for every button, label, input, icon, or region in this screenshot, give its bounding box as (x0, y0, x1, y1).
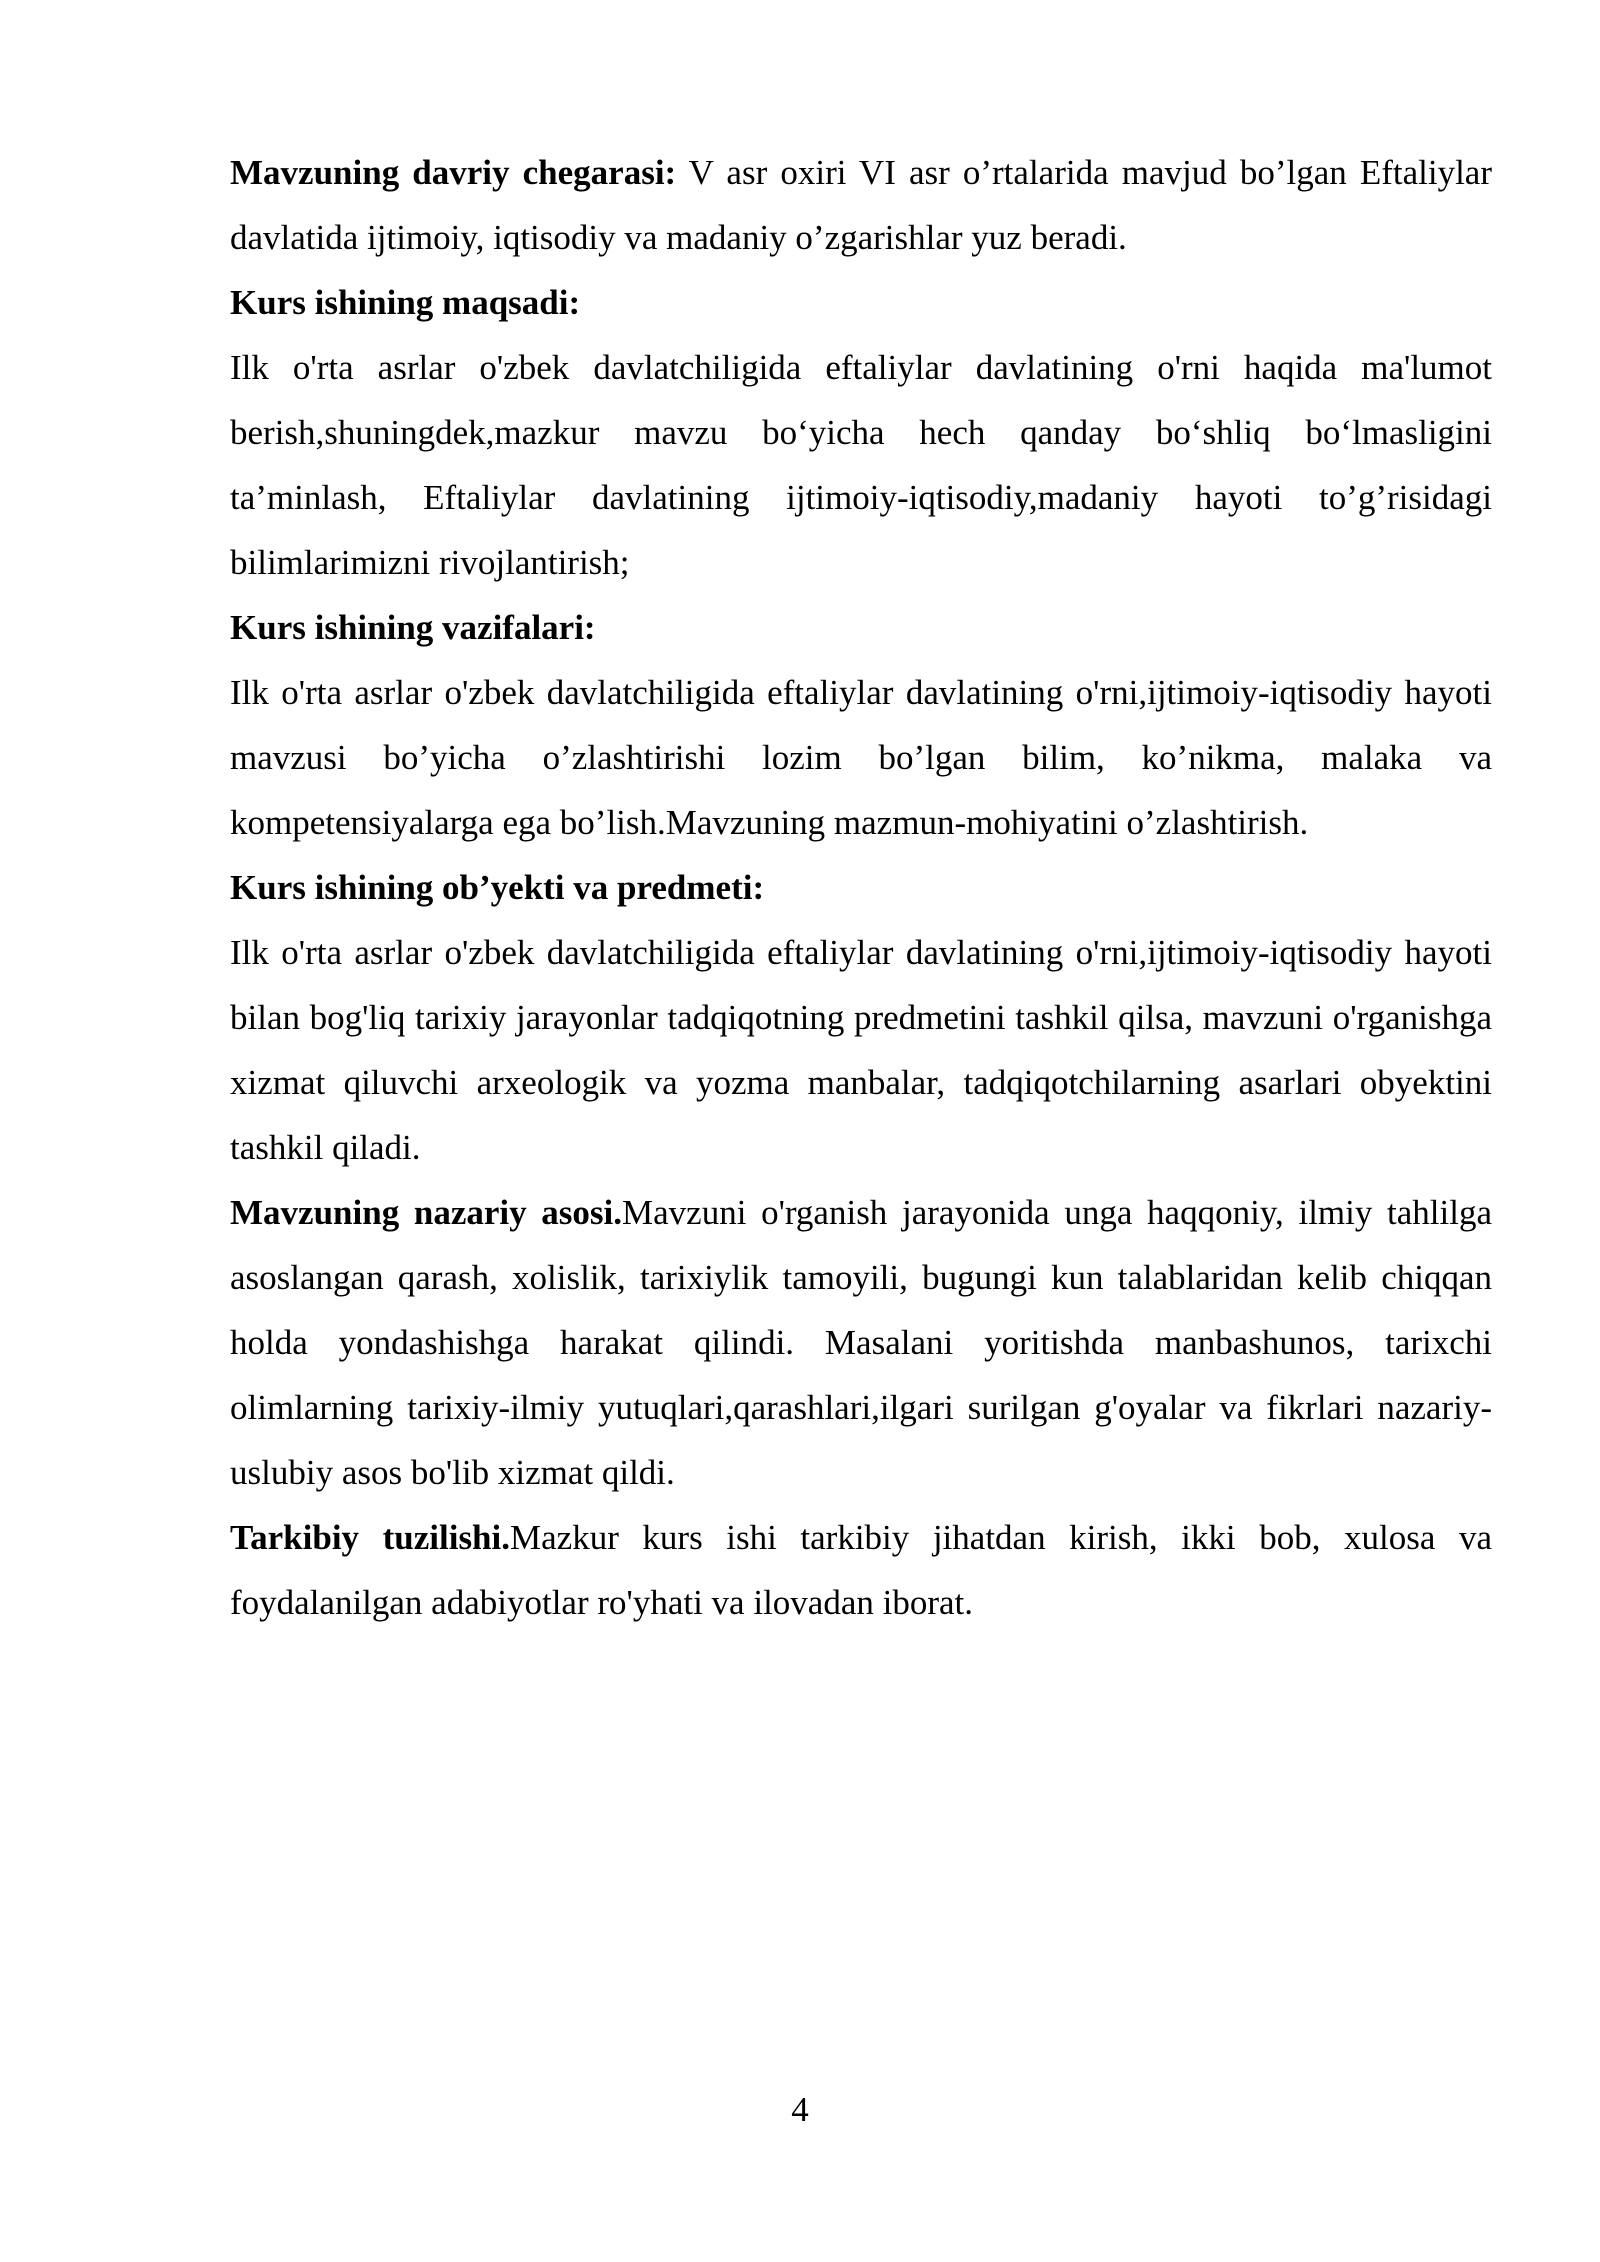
goal-paragraph: Ilk o'rta asrlar o'zbek davlatchiligida eftaliylar davlatining o'rni haqida ma'lumot berish,shuningdek,mazkur mavzu bo‘yicha hech qanday bo‘shliq bo‘lmasligini ta’minlash, Eftaliylar davlatining ijtimoiy-iqtisodiy,madaniy hayoti to’g’risidagi bilimlarimizni rivojlantirish; (230, 348, 1492, 582)
goal-heading: Kurs ishining maqsadi: (230, 283, 581, 322)
tasks-paragraph: Ilk o'rta asrlar o'zbek davlatchiligida eftaliylar davlatining o'rni,ijtimoiy-iqtisodiy hayoti mavzusi bo’yicha o’zlashtirishi lozim bo’lgan bilim, ko’nikma, malaka va kompetensiyalarga ega bo’lish.Mavzuning mazmun-mohiyatini o’zlashtirish. (230, 673, 1492, 842)
tasks-heading: Kurs ishining vazifalari: (230, 608, 596, 647)
period-label: Mavzuning davriy chegarasi: (230, 153, 677, 192)
structure-label: Tarkibiy tuzilishi. (230, 1518, 511, 1557)
theory-paragraph (230, 1180, 1492, 1505)
page-number: 4 (791, 2090, 809, 2129)
structure-text: Mazkur kurs ishi tarkibiy jihatdan kirish, ikki bob, xulosa va foydalanilgan adabiyotlar ro'yhati va ilovadan iborat. (230, 1518, 1493, 1622)
document-page (230, 140, 1492, 1635)
object-paragraph: Ilk o'rta asrlar o'zbek davlatchiligida eftaliylar davlatining o'rni,ijtimoiy-iqtisodiy hayoti bilan bog'liq tarixiy jarayonlar tadqiqotning predmetini tashkil qilsa, mavzuni o'rganishga xizmat qiluvchi arxeologik va yozma manbalar, tadqiqotchilarning asarlari obyektini tashkil qiladi. (230, 933, 1492, 1167)
theory-label: Mavzuning nazariy asosi. (230, 1193, 623, 1232)
structure-paragraph (230, 1505, 1492, 1635)
period-paragraph (230, 140, 1492, 270)
theory-text: Mavzuni o'rganish jarayonida unga haqqoniy, ilmiy tahlilga asoslangan qarash, xolislik, tarixiylik tamoyili, bugungi kun talablaridan kelib chiqqan holda yondashishga harakat qilindi. Masalani yoritishda manbashunos, tarixchi olimlarning tarixiy-ilmiy yutuqlari,qarashlari,ilgari surilgan g'oyalar va fikrlari nazariy- uslubiy asos bo'lib xizmat qildi. (230, 1193, 1492, 1492)
period-text: V asr oxiri VI asr o’rtalarida mavjud bo’lgan Eftaliylar davlatida ijtimoiy, iqtisodiy va madaniy o’zgarishlar yuz beradi. (230, 153, 1492, 257)
object-heading: Kurs ishining ob’yekti va predmeti: (230, 868, 765, 907)
